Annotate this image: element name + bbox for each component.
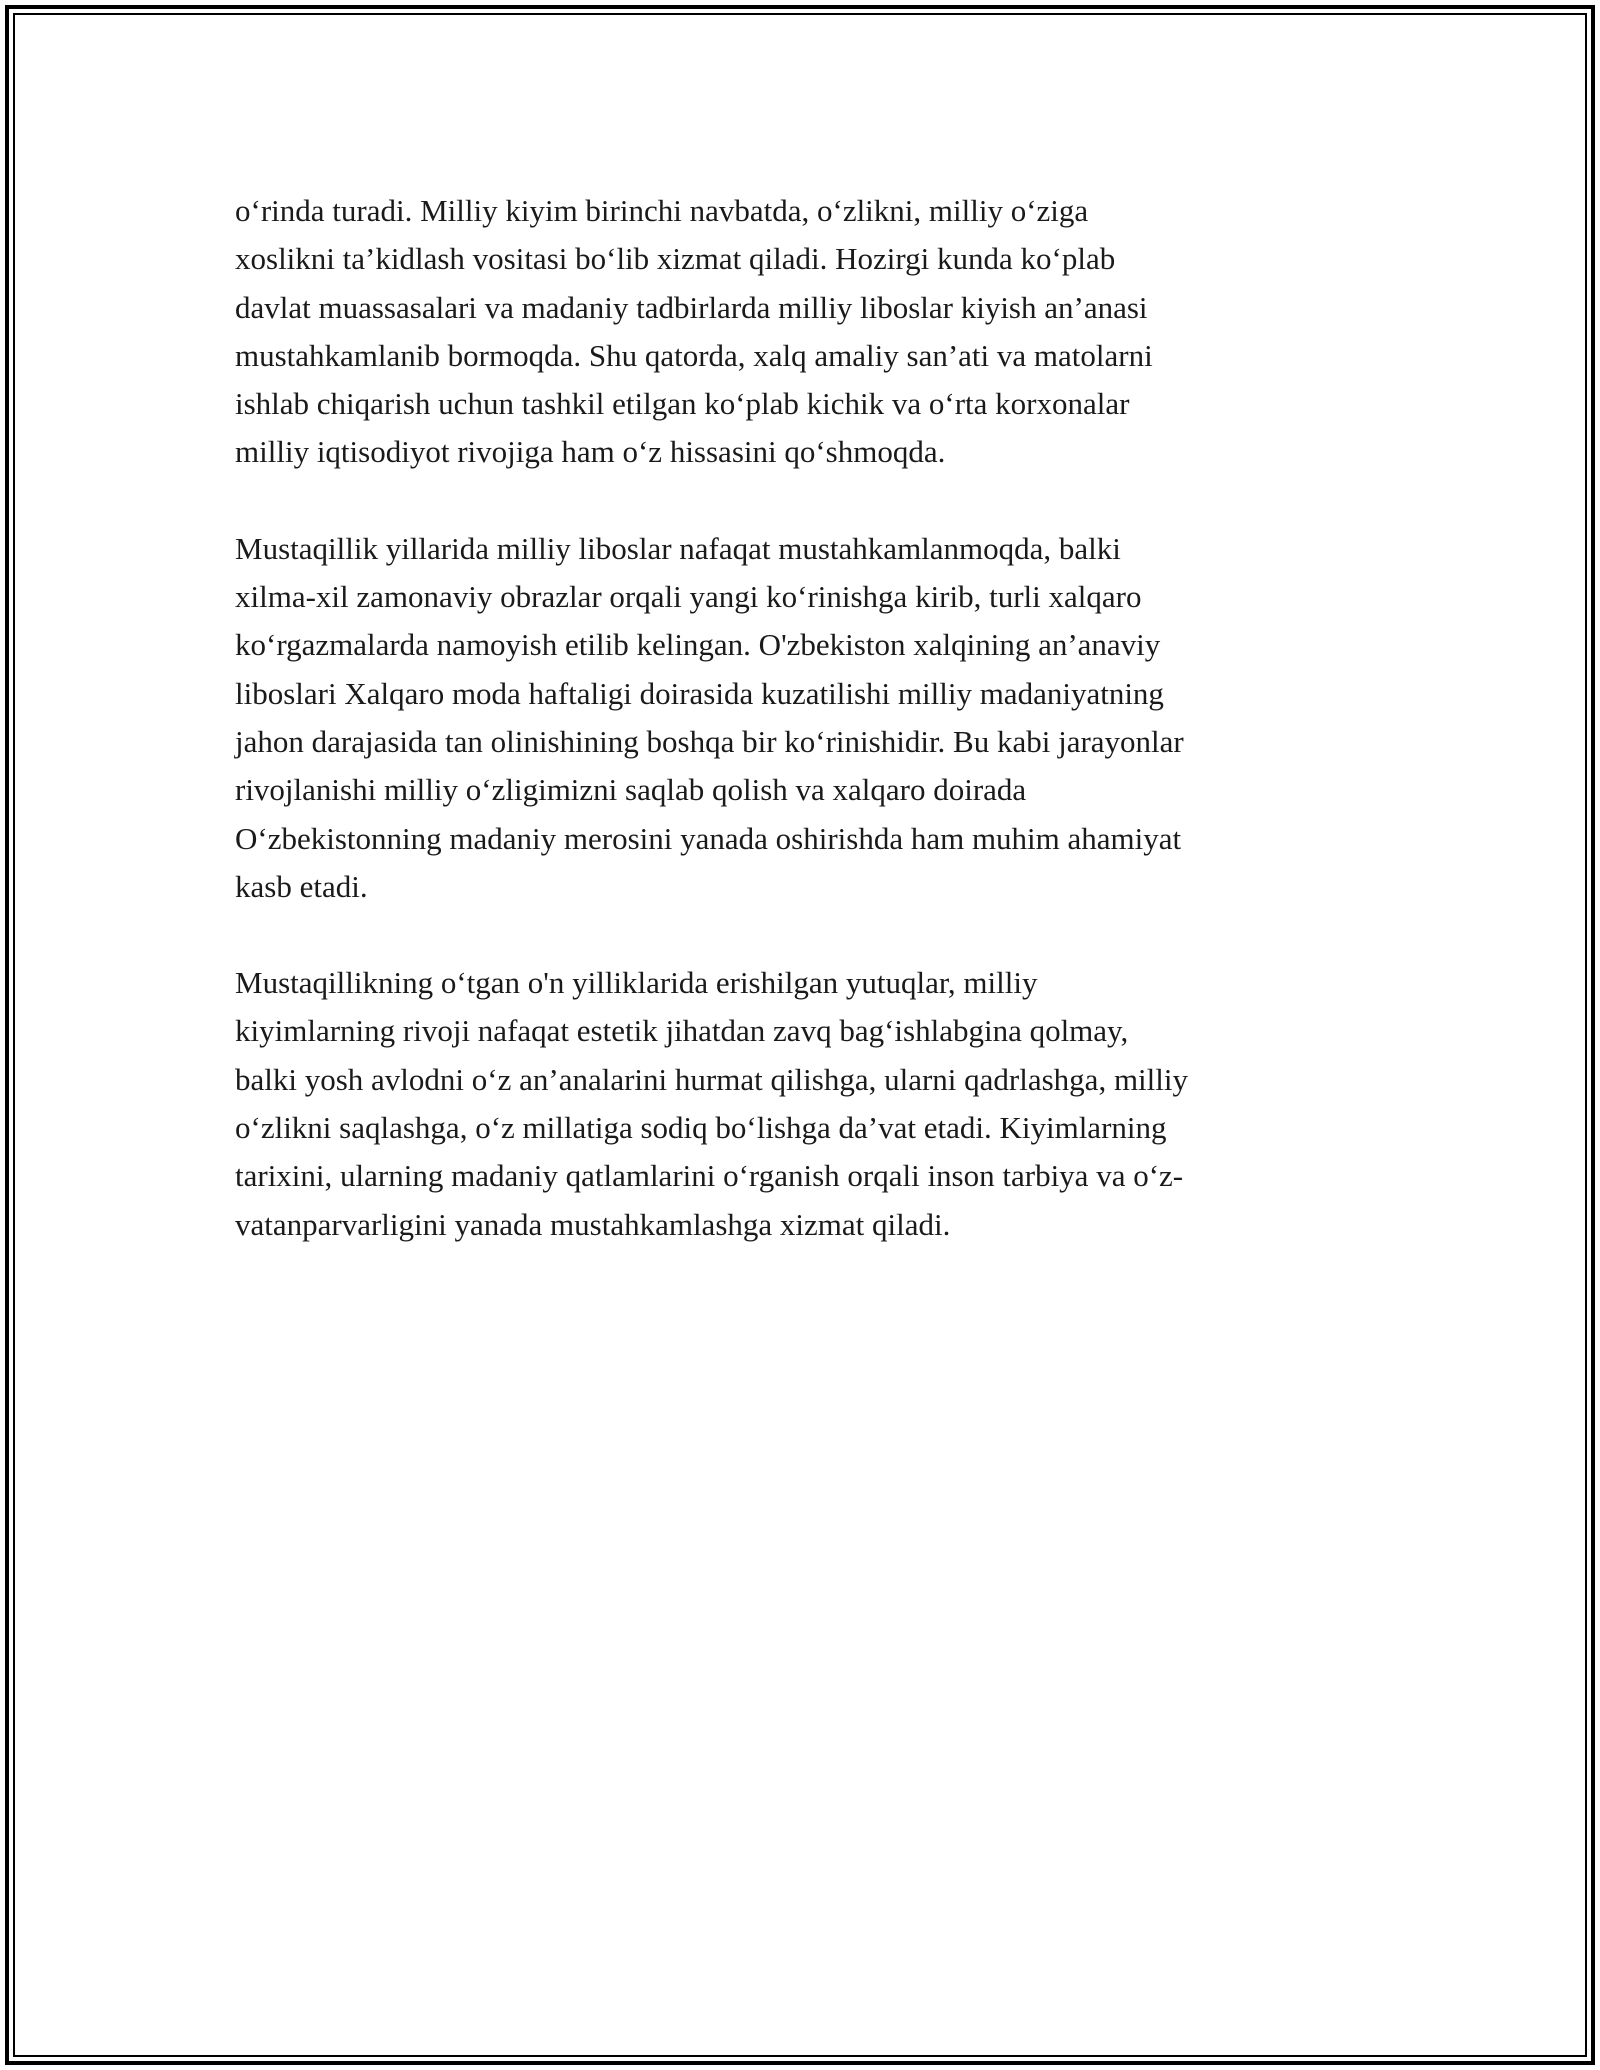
text-line: ishlab chiqarish uchun tashkil etilgan ko‘plab kichik va o‘rta korxonalar [235,386,1130,422]
text-line: Mustaqillikning o‘tgan o'n yilliklarida erishilgan yutuqlar, milliy [235,965,1038,1001]
text-line: xoslikni ta’kidlash vositasi bo‘lib xizmat qiladi. Hozirgi kunda ko‘plab [235,241,1116,277]
text-line: liboslari Xalqaro moda haftaligi doirasida kuzatilishi milliy madaniyatning [235,675,1164,711]
text-line: kiyimlarning rivoji nafaqat estetik jihatdan zavq bag‘ishlabgina qolmay, [235,1013,1129,1049]
text-line: mustahkamlanib bormoqda. Shu qatorda, xalq amaliy san’ati va matolarni [235,337,1153,373]
text-line: rivojlanishi milliy o‘zligimizni saqlab qolish va xalqaro doirada [235,772,1027,808]
text-line: milliy iqtisodiyot rivojiga ham o‘z hissasini qo‘shmoqda. [235,434,946,470]
document-body [235,187,1375,1297]
text-line: o‘zlikni saqlashga, o‘z millatiga sodiq bo‘lishga da’vat etadi. Kiyimlarning [235,1110,1167,1146]
text-line: ko‘rgazmalarda namoyish etilib kelingan. O'zbekiston xalqining an’anaviy [235,627,1161,663]
text-line: o‘rinda turadi. Milliy kiyim birinchi navbatda, o‘zlikni, milliy o‘ziga [235,193,1089,228]
text-line: xilma-xil zamonaviy obrazlar orqali yangi ko‘rinishga kirib, turli xalqaro [235,579,1142,615]
text-line: vatanparvarligini yanada mustahkamlashga xizmat qiladi. [235,1206,951,1242]
text-line: balki yosh avlodni o‘z an’analarini hurmat qilishga, ularni qadrlashga, milliy [235,1061,1189,1097]
text-line: Mustaqillik yillarida milliy liboslar nafaqat mustahkamlanmoqda, balki [235,530,1121,566]
text-line: davlat muassasalari va madaniy tadbirlarda milliy liboslar kiyish an’anasi [235,289,1148,325]
paragraph-3 [235,959,1375,1249]
paragraph-1 [235,187,1375,477]
text-line: O‘zbekistonning madaniy merosini yanada oshirishda ham muhim ahamiyat [235,820,1182,856]
text-line: tarixini, ularning madaniy qatlamlarini o‘rganish orqali inson tarbiya va o‘z- [235,1158,1184,1194]
text-line: jahon darajasida tan olinishining boshqa bir ko‘rinishidir. Bu kabi jarayonlar [235,723,1184,759]
paragraph-2 [235,525,1375,911]
text-line: kasb etadi. [235,868,368,904]
